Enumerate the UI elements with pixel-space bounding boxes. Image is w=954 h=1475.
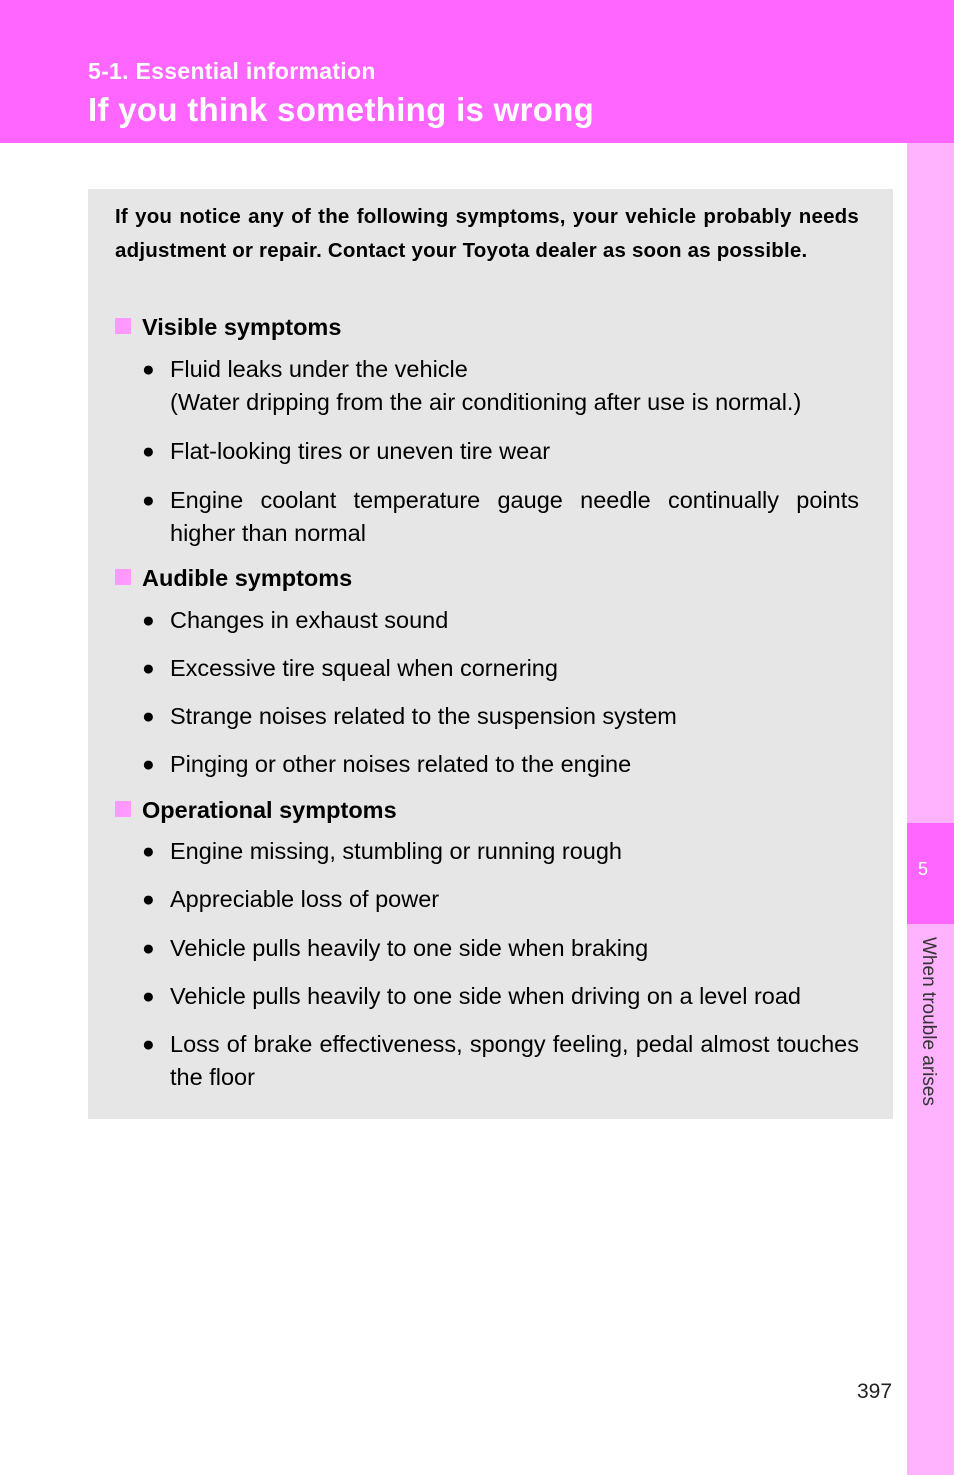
list-item: [142, 1028, 859, 1094]
section-label: 5-1. Essential information: [88, 58, 376, 84]
bullet-icon: ●: [142, 657, 155, 680]
section-heading-text: Visible symptoms: [142, 314, 342, 340]
list-item-text: Changes in exhaust sound: [170, 607, 449, 633]
list-item-text: Vehicle pulls heavily to one side when braking: [170, 935, 649, 961]
page-number: 397: [857, 1380, 893, 1403]
list-item-note: (Water dripping from the air conditioning after use is normal.): [170, 389, 802, 415]
section-heading-text: Audible symptoms: [142, 565, 353, 591]
chapter-tab: [907, 823, 954, 924]
bullet-icon: ●: [142, 705, 155, 728]
bullet-icon: ●: [142, 1033, 155, 1056]
bullet-icon: ●: [142, 753, 155, 776]
list-item: [142, 883, 859, 916]
bullet-icon: ●: [142, 985, 155, 1008]
list-item-text: Excessive tire squeal when cornering: [170, 655, 558, 681]
list-item: [142, 748, 859, 781]
list-item-text: Engine missing, stumbling or running rough: [170, 838, 622, 864]
square-bullet-icon: [115, 569, 131, 585]
section-heading-text: Operational symptoms: [142, 797, 397, 823]
list-item: [142, 700, 859, 733]
list-item: [142, 353, 859, 419]
list-item-text: Flat-looking tires or uneven tire wear: [170, 438, 551, 464]
bullet-icon: ●: [142, 840, 155, 863]
page-title: If you think something is wrong: [88, 91, 595, 128]
list-item-text: Appreciable loss of power: [170, 886, 440, 912]
chapter-title: When trouble arises: [918, 937, 939, 1106]
bullet-icon: ●: [142, 440, 155, 463]
bullet-icon: ●: [142, 489, 155, 512]
list-item: [142, 484, 859, 550]
bullet-icon: ●: [142, 888, 155, 911]
list-item: [142, 980, 859, 1013]
list-item-text: Engine coolant temperature gauge needle continually points higher than normal: [170, 487, 859, 546]
list-item: [142, 652, 859, 685]
list-item-text: Fluid leaks under the vehicle: [170, 356, 468, 382]
bullet-icon: ●: [142, 937, 155, 960]
list-item-text: Loss of brake effectiveness, spongy feeling, pedal almost touches the floor: [170, 1031, 859, 1090]
list-item: [142, 932, 859, 965]
bullet-icon: ●: [142, 609, 155, 632]
side-strip: [907, 143, 954, 1475]
page-header: [0, 0, 954, 143]
section-heading-visible: [115, 314, 341, 341]
list-item-text: Pinging or other noises related to the engine: [170, 751, 632, 777]
square-bullet-icon: [115, 318, 131, 334]
list-item: [142, 604, 859, 637]
bullet-icon: ●: [142, 358, 155, 381]
list-item-text: Strange noises related to the suspension system: [170, 703, 677, 729]
list-item: [142, 435, 859, 468]
list-item-text: Vehicle pulls heavily to one side when driving on a level road: [170, 983, 801, 1009]
section-heading-audible: [115, 565, 352, 592]
list-item: [142, 835, 859, 868]
square-bullet-icon: [115, 801, 131, 817]
section-heading-operational: [115, 797, 397, 824]
intro-text: If you notice any of the following symptoms, your vehicle probably needs adjustment or repair. Contact your Toyota dealer as soon as possible.: [115, 205, 859, 262]
chapter-number: 5: [918, 859, 929, 879]
